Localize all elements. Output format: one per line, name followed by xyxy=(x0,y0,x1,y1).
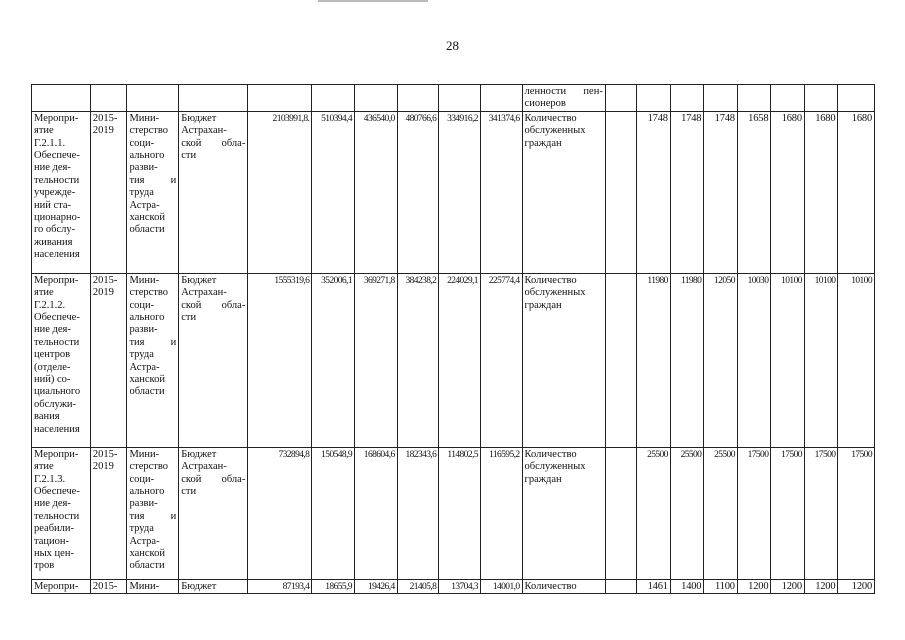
executor-text: Мини- xyxy=(129,448,160,460)
indicator-value-cell: 1200 xyxy=(838,579,875,593)
table-cell xyxy=(179,85,248,112)
executor-text: области xyxy=(129,386,165,398)
table-row xyxy=(32,579,875,593)
event-text: центров xyxy=(34,349,71,361)
executor-text: ханской xyxy=(129,548,165,560)
executor-text: соци- xyxy=(129,473,155,485)
amount-cell: 150548,9 xyxy=(312,447,355,579)
amount-cell: 224029,1 xyxy=(439,273,481,447)
event-text: живания xyxy=(34,236,73,248)
executor-text: тия и xyxy=(129,336,177,348)
event-text: ционарно- xyxy=(34,212,81,224)
table-cell xyxy=(127,85,179,112)
table-cell xyxy=(605,111,636,273)
indicator-text: ленности пен- xyxy=(524,86,603,97)
event-text: (отделе- xyxy=(34,361,71,373)
amount-cell: 18655,9 xyxy=(312,579,355,593)
source-text: Астрахан- xyxy=(181,461,227,473)
table-cell xyxy=(704,85,738,112)
period-text: 2019 xyxy=(92,287,114,299)
indicator-value-cell: 1200 xyxy=(737,579,771,593)
event-text: населения xyxy=(34,423,80,435)
event-cell xyxy=(32,273,91,447)
event-text: реабили- xyxy=(34,523,75,535)
amount-cell: 334916,2 xyxy=(439,111,481,273)
event-text: обслужи- xyxy=(34,398,76,410)
executor-text: Мини- xyxy=(129,580,160,592)
event-text: населения xyxy=(34,249,80,261)
indicator-text: обслуженных xyxy=(524,287,586,299)
event-cell xyxy=(32,111,91,273)
indicator-value-cell: 17500 xyxy=(838,447,875,579)
period-text: 2019 xyxy=(92,461,114,473)
indicator-text: обслуженных xyxy=(524,125,586,137)
amount-cell: 2103991,8. xyxy=(248,111,312,273)
period-text: 2015- xyxy=(92,448,118,460)
amount-cell: 87193,4 xyxy=(248,579,312,593)
period-text: 2015- xyxy=(92,274,118,286)
source-text: сти xyxy=(181,312,197,324)
table-cell xyxy=(838,85,875,112)
executor-text: Мини- xyxy=(129,112,160,124)
indicator-text: Количество xyxy=(524,112,577,124)
table-cell xyxy=(480,85,522,112)
indicator-cell xyxy=(522,579,605,593)
period-cell xyxy=(90,447,127,579)
indicator-value-cell: 1748 xyxy=(637,111,671,273)
executor-text: области xyxy=(129,224,165,236)
indicator-value-cell: 11980 xyxy=(670,273,704,447)
period-text: 2015- xyxy=(92,112,118,124)
executor-text: ального xyxy=(129,486,165,498)
table-row xyxy=(32,447,875,579)
executor-text: труда xyxy=(129,349,154,361)
period-cell xyxy=(90,273,127,447)
table-cell xyxy=(248,85,312,112)
event-text: тельности xyxy=(34,174,80,186)
table-cell xyxy=(605,579,636,593)
amount-cell: 19426,4 xyxy=(354,579,397,593)
source-text: Астрахан- xyxy=(181,125,227,137)
indicator-value-cell: 1400 xyxy=(670,579,704,593)
executor-text: ханской xyxy=(129,212,165,224)
executor-text: труда xyxy=(129,187,154,199)
event-cell xyxy=(32,579,91,593)
period-text: 2015- xyxy=(92,580,118,592)
executor-text: ального xyxy=(129,312,165,324)
indicator-value-cell: 17500 xyxy=(737,447,771,579)
event-text: го обслу- xyxy=(34,224,76,236)
indicator-value-cell: 1461 xyxy=(637,579,671,593)
indicator-text: граждан xyxy=(524,299,562,311)
executor-text: стерство xyxy=(129,287,169,299)
table-cell xyxy=(670,85,704,112)
source-cell xyxy=(179,111,248,273)
event-text: ятие xyxy=(34,461,54,473)
amount-cell: 182343,6 xyxy=(397,447,439,579)
indicator-value-cell: 1748 xyxy=(670,111,704,273)
table-cell xyxy=(439,85,481,112)
indicator-text: граждан xyxy=(524,473,562,485)
amount-cell: 114802,5 xyxy=(439,447,481,579)
indicator-cell xyxy=(522,273,605,447)
table-cell xyxy=(605,447,636,579)
event-text: циального xyxy=(34,386,81,398)
source-text: сти xyxy=(181,486,197,498)
amount-cell: 480766,6 xyxy=(397,111,439,273)
indicator-value-cell: 25500 xyxy=(670,447,704,579)
page-number: 28 xyxy=(446,38,459,53)
event-text: Обеспече- xyxy=(34,312,80,324)
event-text: Г.2.1.3. xyxy=(34,473,66,485)
executor-text: соци- xyxy=(129,137,155,149)
event-text: Г.2.1.2. xyxy=(34,299,66,311)
indicator-value-cell: 1100 xyxy=(704,579,738,593)
event-text: ние дея- xyxy=(34,162,71,174)
executor-text: ханской xyxy=(129,374,165,386)
executor-cell xyxy=(127,111,179,273)
amount-cell: 436540,0 xyxy=(354,111,397,273)
program-table xyxy=(31,84,875,594)
table-row xyxy=(32,111,875,273)
executor-text: Астра- xyxy=(129,361,160,373)
executor-text: Астра- xyxy=(129,199,160,211)
source-text: Бюджет xyxy=(181,274,217,286)
amount-cell: 732894,8 xyxy=(248,447,312,579)
table-row xyxy=(32,273,875,447)
table-cell xyxy=(90,85,127,112)
executor-text: труда xyxy=(129,523,154,535)
executor-text: соци- xyxy=(129,299,155,311)
event-text: тельности xyxy=(34,510,80,522)
indicator-value-cell: 1680 xyxy=(838,111,875,273)
source-cell xyxy=(179,447,248,579)
indicator-value-cell: 1200 xyxy=(804,579,838,593)
event-text: Г.2.1.1. xyxy=(34,137,66,149)
indicator-text: Количество xyxy=(524,448,577,460)
indicator-value-cell: 25500 xyxy=(637,447,671,579)
indicator-cell xyxy=(522,85,605,112)
indicator-value-cell: 10030 xyxy=(737,273,771,447)
indicator-value-cell: 11980 xyxy=(637,273,671,447)
indicator-value-cell: 17500 xyxy=(804,447,838,579)
indicator-value-cell: 1748 xyxy=(704,111,738,273)
executor-text: Астра- xyxy=(129,535,160,547)
indicator-value-cell: 25500 xyxy=(704,447,738,579)
source-text: Бюджет xyxy=(181,448,217,460)
source-text: ской обла- xyxy=(181,299,246,311)
table-row xyxy=(32,85,875,112)
amount-cell: 116595,2 xyxy=(480,447,522,579)
amount-cell: 14001,0 xyxy=(480,579,522,593)
amount-cell: 168604,6 xyxy=(354,447,397,579)
source-text: ской обла- xyxy=(181,137,246,149)
executor-cell xyxy=(127,447,179,579)
event-text: тельности xyxy=(34,336,80,348)
executor-text: области xyxy=(129,560,165,572)
indicator-value-cell: 1658 xyxy=(737,111,771,273)
executor-text: тия и xyxy=(129,510,177,522)
event-text: ятие xyxy=(34,287,54,299)
event-text: Обеспече- xyxy=(34,486,80,498)
table-cell xyxy=(804,85,838,112)
executor-text: разви- xyxy=(129,162,158,174)
amount-cell: 510394,4 xyxy=(312,111,355,273)
event-text: Меропри- xyxy=(34,448,79,460)
amount-cell: 384238,2 xyxy=(397,273,439,447)
amount-cell: 13704,3 xyxy=(439,579,481,593)
source-text: Бюджет xyxy=(181,580,217,592)
amount-cell: 21405,8 xyxy=(397,579,439,593)
executor-text: ального xyxy=(129,150,165,162)
event-text: вания xyxy=(34,411,60,423)
event-text: тров xyxy=(34,560,55,572)
event-text: ние дея- xyxy=(34,498,71,510)
indicator-value-cell: 10100 xyxy=(804,273,838,447)
indicator-value-cell: 1200 xyxy=(771,579,805,593)
executor-text: стерство xyxy=(129,125,169,137)
indicator-cell xyxy=(522,447,605,579)
event-text: ний) со- xyxy=(34,374,71,386)
source-cell xyxy=(179,273,248,447)
event-text: Меропри- xyxy=(34,274,79,286)
table-cell xyxy=(605,85,636,112)
indicator-value-cell: 1680 xyxy=(804,111,838,273)
event-text: ние дея- xyxy=(34,324,71,336)
amount-cell: 341374,6 xyxy=(480,111,522,273)
indicator-value-cell: 10100 xyxy=(838,273,875,447)
amount-cell: 352006,1 xyxy=(312,273,355,447)
indicator-value-cell: 17500 xyxy=(771,447,805,579)
event-text: ятие xyxy=(34,125,54,137)
event-text: Меропри- xyxy=(34,580,79,592)
table-cell xyxy=(771,85,805,112)
period-cell xyxy=(90,579,127,593)
indicator-text: сионеров xyxy=(524,98,566,110)
event-text: тацион- xyxy=(34,535,69,547)
scan-artifact xyxy=(318,0,428,2)
table-cell xyxy=(605,273,636,447)
period-text: 2019 xyxy=(92,125,114,137)
event-text: Обеспече- xyxy=(34,150,80,162)
amount-cell: 225774,4 xyxy=(480,273,522,447)
table-cell xyxy=(637,85,671,112)
table-cell xyxy=(354,85,397,112)
period-cell xyxy=(90,111,127,273)
executor-cell xyxy=(127,273,179,447)
table-cell xyxy=(737,85,771,112)
source-text: ской обла- xyxy=(181,473,246,485)
indicator-value-cell: 12050 xyxy=(704,273,738,447)
amount-cell: 1555319,6 xyxy=(248,273,312,447)
event-text: Меропри- xyxy=(34,112,79,124)
table-cell xyxy=(397,85,439,112)
source-cell xyxy=(179,579,248,593)
executor-cell xyxy=(127,579,179,593)
event-text: учрежде- xyxy=(34,187,76,199)
indicator-text: Количество xyxy=(524,580,577,592)
event-text: ных цен- xyxy=(34,548,74,560)
indicator-value-cell: 10100 xyxy=(771,273,805,447)
executor-text: Мини- xyxy=(129,274,160,286)
event-cell xyxy=(32,447,91,579)
executor-text: разви- xyxy=(129,324,158,336)
executor-text: тия и xyxy=(129,174,177,186)
source-text: сти xyxy=(181,150,197,162)
event-text: ний ста- xyxy=(34,199,72,211)
indicator-text: граждан xyxy=(524,137,562,149)
indicator-cell xyxy=(522,111,605,273)
indicator-text: Количество xyxy=(524,274,577,286)
source-text: Бюджет xyxy=(181,112,217,124)
source-text: Астрахан- xyxy=(181,287,227,299)
executor-text: стерство xyxy=(129,461,169,473)
table-cell xyxy=(312,85,355,112)
amount-cell: 369271,8 xyxy=(354,273,397,447)
indicator-text: обслуженных xyxy=(524,461,586,473)
table-cell xyxy=(32,85,91,112)
executor-text: разви- xyxy=(129,498,158,510)
indicator-value-cell: 1680 xyxy=(771,111,805,273)
